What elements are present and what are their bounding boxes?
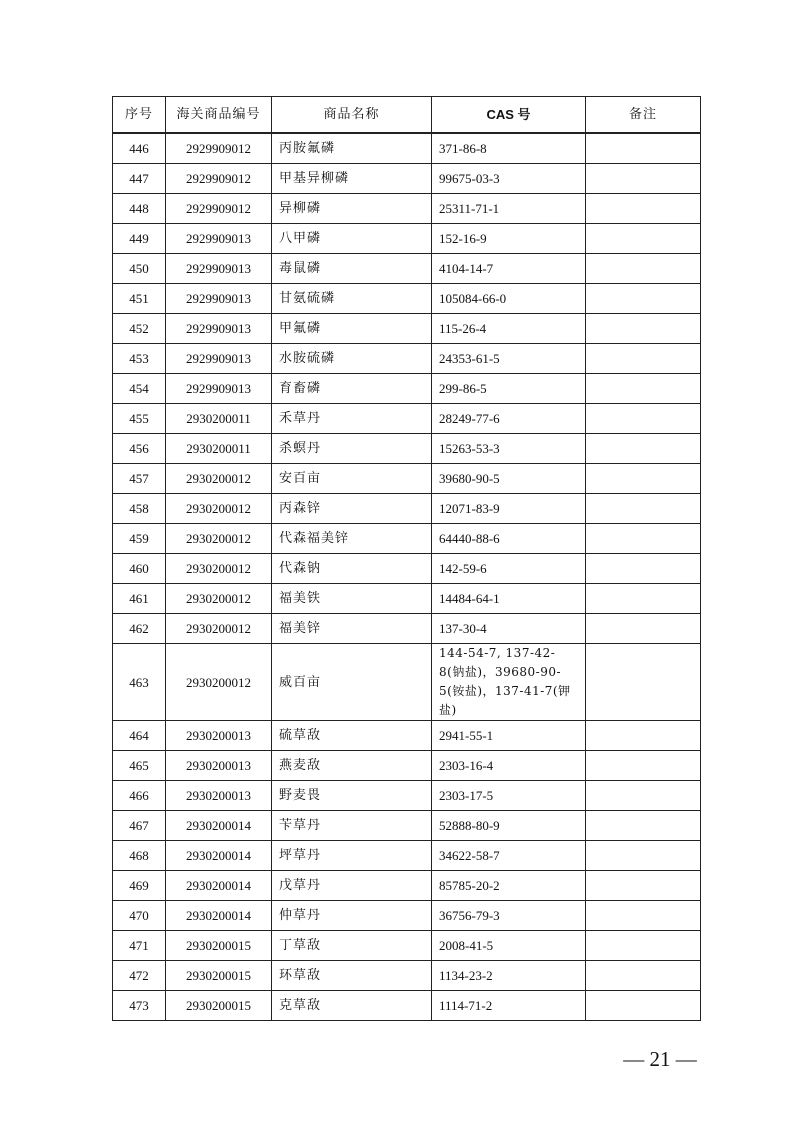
cell-remark [586, 434, 701, 464]
cell-name: 硫草敌 [272, 721, 432, 751]
table-row [113, 781, 701, 811]
cell-hs-code: 2929909013 [166, 314, 272, 344]
cell-name: 水胺硫磷 [272, 344, 432, 374]
cell-hs-code: 2930200013 [166, 751, 272, 781]
cell-remark [586, 194, 701, 224]
cell-name: 苄草丹 [272, 811, 432, 841]
cell-no: 446 [113, 133, 166, 164]
table-row [113, 841, 701, 871]
cell-no: 447 [113, 164, 166, 194]
cell-no: 453 [113, 344, 166, 374]
cell-cas: 1134-23-2 [432, 961, 586, 991]
cell-remark [586, 133, 701, 164]
cell-hs-code: 2930200011 [166, 434, 272, 464]
header-row [113, 97, 701, 134]
table-row [113, 644, 701, 721]
cell-name: 丙森锌 [272, 494, 432, 524]
table-row [113, 614, 701, 644]
cell-name: 戊草丹 [272, 871, 432, 901]
cell-cas: 115-26-4 [432, 314, 586, 344]
table-row [113, 434, 701, 464]
cell-remark [586, 344, 701, 374]
cell-cas: 299-86-5 [432, 374, 586, 404]
cell-name: 福美锌 [272, 614, 432, 644]
table-row [113, 901, 701, 931]
cell-no: 451 [113, 284, 166, 314]
cell-hs-code: 2930200012 [166, 554, 272, 584]
cell-remark [586, 374, 701, 404]
cell-cas: 36756-79-3 [432, 901, 586, 931]
cell-cas: 25311-71-1 [432, 194, 586, 224]
cell-no: 454 [113, 374, 166, 404]
cell-name: 毒鼠磷 [272, 254, 432, 284]
cell-cas: 52888-80-9 [432, 811, 586, 841]
cell-remark [586, 871, 701, 901]
cell-cas: 144-54-7, 137-42-8(钠盐)，39680-90-5(铵盐)，137-41-7(钾盐) [432, 644, 586, 721]
table-body [113, 133, 701, 1021]
table-row [113, 494, 701, 524]
header-hs-code: 海关商品编号 [166, 97, 272, 134]
cell-name: 育畜磷 [272, 374, 432, 404]
table-row [113, 871, 701, 901]
cell-hs-code: 2930200014 [166, 871, 272, 901]
cell-cas: 4104-14-7 [432, 254, 586, 284]
table-row [113, 811, 701, 841]
cell-cas: 99675-03-3 [432, 164, 586, 194]
table-row [113, 314, 701, 344]
table-row [113, 584, 701, 614]
cell-no: 470 [113, 901, 166, 931]
table-row [113, 254, 701, 284]
cell-no: 467 [113, 811, 166, 841]
table-row [113, 524, 701, 554]
cell-remark [586, 781, 701, 811]
header-remark: 备注 [586, 97, 701, 134]
cell-no: 456 [113, 434, 166, 464]
cell-hs-code: 2930200014 [166, 811, 272, 841]
header-name: 商品名称 [272, 97, 432, 134]
cell-name: 燕麦敌 [272, 751, 432, 781]
cell-hs-code: 2930200012 [166, 584, 272, 614]
cell-hs-code: 2930200014 [166, 841, 272, 871]
cell-no: 457 [113, 464, 166, 494]
cell-no: 459 [113, 524, 166, 554]
cell-name: 福美铁 [272, 584, 432, 614]
cell-hs-code: 2930200014 [166, 901, 272, 931]
cell-remark [586, 961, 701, 991]
cell-no: 462 [113, 614, 166, 644]
cell-no: 460 [113, 554, 166, 584]
cell-remark [586, 404, 701, 434]
cell-name: 异柳磷 [272, 194, 432, 224]
cell-remark [586, 991, 701, 1021]
cell-name: 甲氟磷 [272, 314, 432, 344]
table-row [113, 464, 701, 494]
cell-cas: 371-86-8 [432, 133, 586, 164]
cell-remark [586, 901, 701, 931]
cell-no: 469 [113, 871, 166, 901]
cell-name: 坪草丹 [272, 841, 432, 871]
cell-hs-code: 2929909013 [166, 344, 272, 374]
cell-cas: 24353-61-5 [432, 344, 586, 374]
cell-hs-code: 2930200012 [166, 494, 272, 524]
cell-name: 禾草丹 [272, 404, 432, 434]
cell-name: 八甲磷 [272, 224, 432, 254]
cell-hs-code: 2930200015 [166, 991, 272, 1021]
header-cas: CAS 号 [432, 97, 586, 134]
cell-hs-code: 2929909012 [166, 194, 272, 224]
cell-name: 代森福美锌 [272, 524, 432, 554]
cell-remark [586, 644, 701, 721]
cell-hs-code: 2930200015 [166, 961, 272, 991]
cell-no: 461 [113, 584, 166, 614]
cell-no: 455 [113, 404, 166, 434]
cell-hs-code: 2930200012 [166, 644, 272, 721]
cell-remark [586, 554, 701, 584]
cell-remark [586, 751, 701, 781]
cell-cas: 2303-16-4 [432, 751, 586, 781]
cell-hs-code: 2929909012 [166, 164, 272, 194]
cell-cas: 14484-64-1 [432, 584, 586, 614]
table-row [113, 133, 701, 164]
cell-no: 448 [113, 194, 166, 224]
table-row [113, 554, 701, 584]
cell-cas: 64440-88-6 [432, 524, 586, 554]
cell-no: 450 [113, 254, 166, 284]
cell-cas: 2008-41-5 [432, 931, 586, 961]
cell-cas: 15263-53-3 [432, 434, 586, 464]
cell-cas: 105084-66-0 [432, 284, 586, 314]
cell-no: 463 [113, 644, 166, 721]
cell-cas: 152-16-9 [432, 224, 586, 254]
cell-cas: 137-30-4 [432, 614, 586, 644]
cell-hs-code: 2930200012 [166, 524, 272, 554]
cell-hs-code: 2929909013 [166, 284, 272, 314]
cell-name: 仲草丹 [272, 901, 432, 931]
cell-no: 473 [113, 991, 166, 1021]
cell-remark [586, 811, 701, 841]
cell-name: 环草敌 [272, 961, 432, 991]
cell-hs-code: 2929909013 [166, 224, 272, 254]
cell-no: 452 [113, 314, 166, 344]
table-row [113, 961, 701, 991]
table-row [113, 224, 701, 254]
cell-no: 472 [113, 961, 166, 991]
cell-remark [586, 584, 701, 614]
cell-remark [586, 524, 701, 554]
table-row [113, 751, 701, 781]
cell-name: 丙胺氟磷 [272, 133, 432, 164]
cell-name: 安百亩 [272, 464, 432, 494]
table-row [113, 404, 701, 434]
table-row [113, 931, 701, 961]
cell-name: 杀螟丹 [272, 434, 432, 464]
cell-cas: 1114-71-2 [432, 991, 586, 1021]
header-no: 序号 [113, 97, 166, 134]
cell-no: 465 [113, 751, 166, 781]
cell-hs-code: 2930200012 [166, 614, 272, 644]
cell-remark [586, 614, 701, 644]
cell-remark [586, 721, 701, 751]
cell-cas: 142-59-6 [432, 554, 586, 584]
table-row [113, 284, 701, 314]
cell-remark [586, 164, 701, 194]
cell-no: 449 [113, 224, 166, 254]
cell-cas: 12071-83-9 [432, 494, 586, 524]
catalog-table [112, 96, 701, 1021]
cell-no: 464 [113, 721, 166, 751]
cell-remark [586, 494, 701, 524]
cell-cas: 85785-20-2 [432, 871, 586, 901]
cell-no: 471 [113, 931, 166, 961]
cell-remark [586, 284, 701, 314]
cell-remark [586, 931, 701, 961]
cell-cas: 39680-90-5 [432, 464, 586, 494]
table-row [113, 374, 701, 404]
cell-cas: 2941-55-1 [432, 721, 586, 751]
cell-name: 甲基异柳磷 [272, 164, 432, 194]
cell-remark [586, 224, 701, 254]
cell-no: 458 [113, 494, 166, 524]
cell-no: 466 [113, 781, 166, 811]
table-row [113, 194, 701, 224]
page-number: — 21 — [623, 1047, 697, 1071]
table-header [113, 97, 701, 134]
cell-cas: 28249-77-6 [432, 404, 586, 434]
cell-remark [586, 254, 701, 284]
cell-hs-code: 2930200013 [166, 721, 272, 751]
cell-name: 丁草敌 [272, 931, 432, 961]
cell-no: 468 [113, 841, 166, 871]
cell-hs-code: 2930200011 [166, 404, 272, 434]
cell-name: 甘氨硫磷 [272, 284, 432, 314]
table-row [113, 721, 701, 751]
cell-hs-code: 2930200012 [166, 464, 272, 494]
table-row [113, 344, 701, 374]
cell-hs-code: 2929909012 [166, 133, 272, 164]
cell-name: 威百亩 [272, 644, 432, 721]
table-row [113, 164, 701, 194]
cell-cas: 2303-17-5 [432, 781, 586, 811]
cell-name: 野麦畏 [272, 781, 432, 811]
cell-cas: 34622-58-7 [432, 841, 586, 871]
cell-remark [586, 464, 701, 494]
cell-hs-code: 2930200013 [166, 781, 272, 811]
cell-name: 克草敌 [272, 991, 432, 1021]
table-row [113, 991, 701, 1021]
cell-remark [586, 841, 701, 871]
cell-hs-code: 2929909013 [166, 254, 272, 284]
cell-hs-code: 2929909013 [166, 374, 272, 404]
cell-hs-code: 2930200015 [166, 931, 272, 961]
cell-remark [586, 314, 701, 344]
cell-name: 代森钠 [272, 554, 432, 584]
